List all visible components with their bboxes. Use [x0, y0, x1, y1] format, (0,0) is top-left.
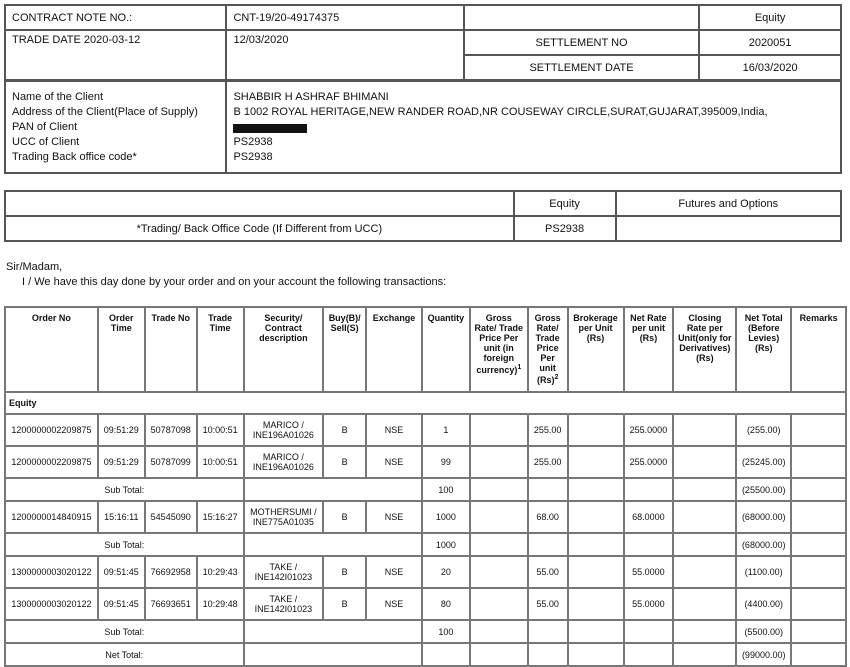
- quantity-cell: 20: [422, 556, 470, 588]
- buy-sell-cell: B: [323, 556, 366, 588]
- transactions-table: [4, 306, 847, 667]
- gross-rs-cell: 255.00: [528, 414, 568, 446]
- subtotal-label: Sub Total:: [5, 533, 244, 556]
- col-brokerage: Brokerage per Unit (Rs): [568, 307, 624, 392]
- redacted-pan: [233, 124, 307, 133]
- net-total-empty: [422, 643, 470, 666]
- closing-rate-cell: [673, 588, 736, 620]
- security-isin: INE142I01023: [254, 572, 313, 582]
- subtotal-empty: [791, 478, 846, 501]
- trade-no-cell: 76692958: [145, 556, 197, 588]
- subtotal-empty: [624, 620, 674, 643]
- subtotal-empty: [568, 620, 624, 643]
- subtotal-empty: [470, 478, 528, 501]
- gross-fc-cell: [470, 588, 528, 620]
- exchange-cell: NSE: [366, 588, 422, 620]
- exchange-cell: NSE: [366, 414, 422, 446]
- subtotal-empty: [244, 620, 422, 643]
- net-total-empty: [791, 643, 846, 666]
- order-no-cell: 1300000003020122: [5, 556, 98, 588]
- subtotal-amount: (5500.00): [736, 620, 791, 643]
- subtotal-empty: [624, 478, 674, 501]
- net-total-empty: [568, 643, 624, 666]
- closing-rate-cell: [673, 446, 736, 478]
- settlement-date-label: SETTLEMENT DATE: [464, 55, 699, 80]
- col-net-total: Net Total (Before Levies) (Rs): [736, 307, 791, 392]
- trade-time-cell: 10:29:48: [197, 588, 244, 620]
- col-quantity: Quantity: [422, 307, 470, 392]
- subtotal-amount: (25500.00): [736, 478, 791, 501]
- net-total-empty: [624, 643, 674, 666]
- gross-rs-cell: 55.00: [528, 588, 568, 620]
- security-isin: INE196A01026: [252, 430, 314, 440]
- col-exchange: Exchange: [366, 307, 422, 392]
- buy-sell-cell: B: [323, 446, 366, 478]
- buy-sell-cell: B: [323, 414, 366, 446]
- security-isin: INE775A01035: [252, 517, 314, 527]
- subtotal-empty: [673, 478, 736, 501]
- settlement-no-value: 2020051: [699, 30, 841, 55]
- gross-rs-cell: 68.00: [528, 501, 568, 533]
- col-gross-rs: [528, 307, 568, 392]
- subtotal-label: Sub Total:: [5, 620, 244, 643]
- subtotal-empty: [673, 533, 736, 556]
- settlement-date-value: 16/03/2020: [699, 55, 841, 80]
- header-empty-cell: [464, 5, 699, 30]
- brokerage-cell: [568, 588, 624, 620]
- gross-fc-cell: [470, 556, 528, 588]
- settlement-no-label: SETTLEMENT NO: [464, 30, 699, 55]
- col-security: Security/ Contract description: [244, 307, 324, 392]
- client-details-table: [4, 80, 842, 174]
- col-remarks: Remarks: [791, 307, 846, 392]
- client-address: B 1002 ROYAL HERITAGE,NEW RANDER ROAD,NR COUSEWAY CIRCLE,SURAT,GUJARAT,395009,India,: [233, 106, 768, 118]
- backoffice-code-table: [4, 190, 842, 242]
- subtotal-empty: [470, 533, 528, 556]
- net-total-row: [5, 643, 846, 666]
- trade-no-cell: 54545090: [145, 501, 197, 533]
- security-name: TAKE /: [269, 562, 298, 572]
- codes-equity-value: PS2938: [514, 216, 616, 241]
- security-name: MOTHERSUMI /: [250, 507, 317, 517]
- subtotal-empty: [528, 620, 568, 643]
- security-isin: INE142I01023: [254, 604, 313, 614]
- table-row: [5, 446, 846, 478]
- col-closing-rate: Closing Rate per Unit(only for Derivatives) (Rs): [673, 307, 736, 392]
- table-row: [5, 414, 846, 446]
- subtotal-empty: [568, 533, 624, 556]
- net-rate-cell: 55.0000: [624, 556, 674, 588]
- client-address-label: Address of the Client(Place of Supply): [12, 106, 198, 118]
- contract-header-table: [4, 4, 842, 81]
- trade-no-cell: 76693651: [145, 588, 197, 620]
- client-name-label: Name of the Client: [12, 91, 104, 103]
- remarks-cell: [791, 446, 846, 478]
- remarks-cell: [791, 588, 846, 620]
- client-backoffice-label: Trading Back office code*: [12, 151, 137, 163]
- col-trade-no: Trade No: [145, 307, 197, 392]
- exchange-cell: NSE: [366, 556, 422, 588]
- trade-time-cell: 10:00:51: [197, 414, 244, 446]
- quantity-cell: 80: [422, 588, 470, 620]
- order-time-cell: 09:51:45: [98, 556, 145, 588]
- trade-date-value: 12/03/2020: [226, 30, 463, 80]
- salutation: [6, 260, 446, 290]
- col-net-rate: Net Rate per unit (Rs): [624, 307, 674, 392]
- quantity-cell: 99: [422, 446, 470, 478]
- security-name: TAKE /: [269, 594, 298, 604]
- net-rate-cell: 55.0000: [624, 588, 674, 620]
- order-no-cell: 1200000002209875: [5, 414, 98, 446]
- exchange-cell: NSE: [366, 501, 422, 533]
- salutation-line1: Sir/Madam,: [6, 261, 63, 273]
- order-no-cell: 1300000003020122: [5, 588, 98, 620]
- remarks-cell: [791, 556, 846, 588]
- order-time-cell: 15:16:11: [98, 501, 145, 533]
- codes-empty-cell: [5, 191, 514, 216]
- section-label: Equity: [5, 392, 846, 414]
- subtotal-label: Sub Total:: [5, 478, 244, 501]
- order-no-cell: 1200000014840915: [5, 501, 98, 533]
- security-name: MARICO /: [262, 420, 304, 430]
- order-time-cell: 09:51:29: [98, 446, 145, 478]
- gross-fc-cell: [470, 414, 528, 446]
- remarks-cell: [791, 501, 846, 533]
- net-total-label: Net Total:: [5, 643, 244, 666]
- closing-rate-cell: [673, 501, 736, 533]
- subtotal-row: [5, 620, 846, 643]
- net-total-cell: (1100.00): [736, 556, 791, 588]
- subtotal-amount: (68000.00): [736, 533, 791, 556]
- col-gross-fc-text: Gross Rate/ Trade Price Per unit (in foreign currency): [474, 313, 524, 375]
- subtotal-empty: [470, 620, 528, 643]
- gross-rs-cell: 255.00: [528, 446, 568, 478]
- net-total-amount: (99000.00): [736, 643, 791, 666]
- security-name: MARICO /: [262, 452, 304, 462]
- net-total-empty: [528, 643, 568, 666]
- security-cell: [244, 414, 324, 446]
- table-row: [5, 556, 846, 588]
- remarks-cell: [791, 414, 846, 446]
- col-gross-rs-sup: 2: [554, 374, 559, 381]
- subtotal-empty: [528, 478, 568, 501]
- security-cell: [244, 588, 324, 620]
- net-total-cell: (68000.00): [736, 501, 791, 533]
- net-total-empty: [673, 643, 736, 666]
- col-gross-fc-sup: 1: [517, 364, 522, 371]
- col-order-no: Order No: [5, 307, 98, 392]
- salutation-line2: I / We have this day done by your order and on your account the following transactions:: [22, 276, 447, 288]
- trade-time-cell: 10:29:43: [197, 556, 244, 588]
- subtotal-empty: [244, 533, 422, 556]
- client-pan-label: PAN of Client: [12, 121, 78, 133]
- trade-time-cell: 10:00:51: [197, 446, 244, 478]
- col-order-time: Order Time: [98, 307, 145, 392]
- quantity-cell: 1000: [422, 501, 470, 533]
- quantity-cell: 1: [422, 414, 470, 446]
- net-total-empty: [244, 643, 422, 666]
- client-backoffice: PS2938: [233, 151, 273, 163]
- transactions-header-row: [5, 307, 846, 392]
- table-row: [5, 588, 846, 620]
- client-ucc-label: UCC of Client: [12, 136, 80, 148]
- gross-fc-cell: [470, 501, 528, 533]
- subtotal-empty: [244, 478, 422, 501]
- subtotal-empty: [624, 533, 674, 556]
- subtotal-quantity: 100: [422, 620, 470, 643]
- client-values: [226, 81, 841, 173]
- trade-date-label: TRADE DATE 2020-03-12: [5, 30, 226, 80]
- subtotal-empty: [791, 620, 846, 643]
- order-time-cell: 09:51:45: [98, 588, 145, 620]
- security-cell: [244, 556, 324, 588]
- col-gross-fc: [470, 307, 528, 392]
- client-labels: [5, 81, 226, 173]
- subtotal-empty: [528, 533, 568, 556]
- gross-fc-cell: [470, 446, 528, 478]
- net-total-cell: (4400.00): [736, 588, 791, 620]
- contract-note-value: CNT-19/20-49174375: [226, 5, 463, 30]
- closing-rate-cell: [673, 556, 736, 588]
- subtotal-empty: [673, 620, 736, 643]
- segment-label: Equity: [699, 5, 841, 30]
- security-cell: [244, 501, 324, 533]
- subtotal-quantity: 1000: [422, 533, 470, 556]
- trade-no-cell: 50787099: [145, 446, 197, 478]
- subtotal-quantity: 100: [422, 478, 470, 501]
- codes-equity-header: Equity: [514, 191, 616, 216]
- buy-sell-cell: B: [323, 588, 366, 620]
- subtotal-row: [5, 478, 846, 501]
- col-buy-sell: Buy(B)/ Sell(S): [323, 307, 366, 392]
- security-cell: [244, 446, 324, 478]
- subtotal-empty: [791, 533, 846, 556]
- contract-note-label: CONTRACT NOTE NO.:: [5, 5, 226, 30]
- trade-time-cell: 15:16:27: [197, 501, 244, 533]
- col-trade-time: Trade Time: [197, 307, 244, 392]
- brokerage-cell: [568, 446, 624, 478]
- table-row: [5, 501, 846, 533]
- codes-row-label: *Trading/ Back Office Code (If Different from UCC): [5, 216, 514, 241]
- gross-rs-cell: 55.00: [528, 556, 568, 588]
- client-pan-row: [233, 120, 834, 135]
- order-no-cell: 1200000002209875: [5, 446, 98, 478]
- brokerage-cell: [568, 414, 624, 446]
- net-rate-cell: 255.0000: [624, 446, 674, 478]
- net-rate-cell: 255.0000: [624, 414, 674, 446]
- transactions-body: [5, 392, 846, 666]
- net-total-cell: (25245.00): [736, 446, 791, 478]
- closing-rate-cell: [673, 414, 736, 446]
- subtotal-empty: [568, 478, 624, 501]
- codes-fno-header: Futures and Options: [616, 191, 841, 216]
- net-total-cell: (255.00): [736, 414, 791, 446]
- col-gross-rs-text: Gross Rate/ Trade Price Per unit (Rs): [534, 313, 561, 385]
- order-time-cell: 09:51:29: [98, 414, 145, 446]
- section-row: [5, 392, 846, 414]
- buy-sell-cell: B: [323, 501, 366, 533]
- net-total-empty: [470, 643, 528, 666]
- client-ucc: PS2938: [233, 136, 273, 148]
- net-rate-cell: 68.0000: [624, 501, 674, 533]
- brokerage-cell: [568, 556, 624, 588]
- codes-fno-value: [616, 216, 841, 241]
- brokerage-cell: [568, 501, 624, 533]
- security-isin: INE196A01026: [252, 462, 314, 472]
- exchange-cell: NSE: [366, 446, 422, 478]
- subtotal-row: [5, 533, 846, 556]
- client-name: SHABBIR H ASHRAF BHIMANI: [233, 91, 389, 103]
- trade-no-cell: 50787098: [145, 414, 197, 446]
